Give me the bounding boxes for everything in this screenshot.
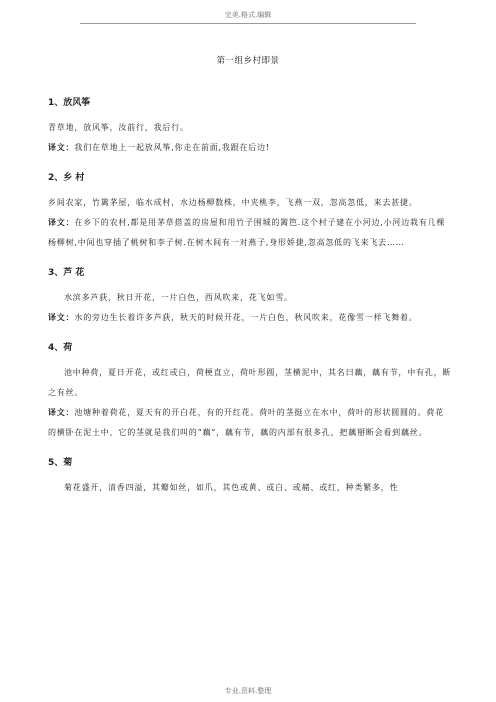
translation-label: 译文： xyxy=(48,218,75,227)
section-text: 青草地，放风筝，汝前行，我后行。 xyxy=(48,123,189,132)
section-text: 菊花盛开，清香四溢，其瓣如丝，如爪，其色或黄、或白、或赭、或红，种类繁多，性 xyxy=(64,483,399,492)
section-title: 5、菊 xyxy=(48,458,73,468)
section-title: 4、荷 xyxy=(48,343,73,353)
header-rule xyxy=(80,23,416,24)
section-text: 池中种荷，夏日开花，或红或白，荷梗直立，荷叶形圆，茎横泥中，其名曰藕，藕有节，中有孔，断之有丝。 xyxy=(48,368,452,397)
translation-text: 我们在草地上一起放风筝,你走在前面,我跟在后边! xyxy=(74,143,270,152)
section-title: 1、放风筝 xyxy=(48,98,91,108)
translation-text: 池塘种着荷花，夏天有的开白花，有的开红花。荷叶的茎挺立在水中，荷叶的形状圆圆的。荷花的横卧在泥土中，它的茎就是我们叫的“藕”，藕有节，藕的内部有很多孔，把藕掰断会看到藕丝。 xyxy=(48,408,445,437)
page-header: 完美.格式.编辑 xyxy=(224,11,272,19)
section-chrysanthemum xyxy=(48,455,452,498)
section-translation xyxy=(48,308,452,328)
document-title: 第一组乡村即景 xyxy=(216,56,280,66)
translation-text: 水的旁边生长着许多芦荻，秋天的时候开花，一片白色，秋风吹来，花像雪一样飞舞着。 xyxy=(74,313,418,322)
section-translation xyxy=(48,403,452,443)
page-footer: 专业.资料.整理 xyxy=(224,687,272,695)
translation-label: 译文： xyxy=(48,408,75,417)
section-title: 3、芦 花 xyxy=(48,268,85,278)
section-lotus xyxy=(48,340,452,443)
section-text: 水滨多芦荻，秋日开花，一片白色，西风吹来，花飞如雪。 xyxy=(64,293,293,302)
translation-text: 在乡下的农村,都是用茅草搭盖的房屋和用竹子围城的篱笆.这个村子建在小河边,小河边栽有几棵杨柳树,中间也穿插了桃树和李子树.在树木间有一对燕子,身形娇捷,忽高忽低的飞来飞去…… xyxy=(48,218,446,247)
section-translation xyxy=(48,138,452,158)
section-reed xyxy=(48,265,452,328)
section-title: 2、乡 村 xyxy=(48,173,85,183)
translation-label: 译文： xyxy=(48,143,75,152)
section-translation xyxy=(48,213,452,253)
section-text: 乡间农家，竹篱茅屋，临水成村，水边杨柳数株，中夹桃李，飞燕一双，忽高忽低，来去甚捷。 xyxy=(48,198,418,207)
section-kite xyxy=(48,95,452,158)
section-village xyxy=(48,170,452,253)
translation-label: 译文： xyxy=(48,313,75,322)
document-body xyxy=(48,95,452,510)
